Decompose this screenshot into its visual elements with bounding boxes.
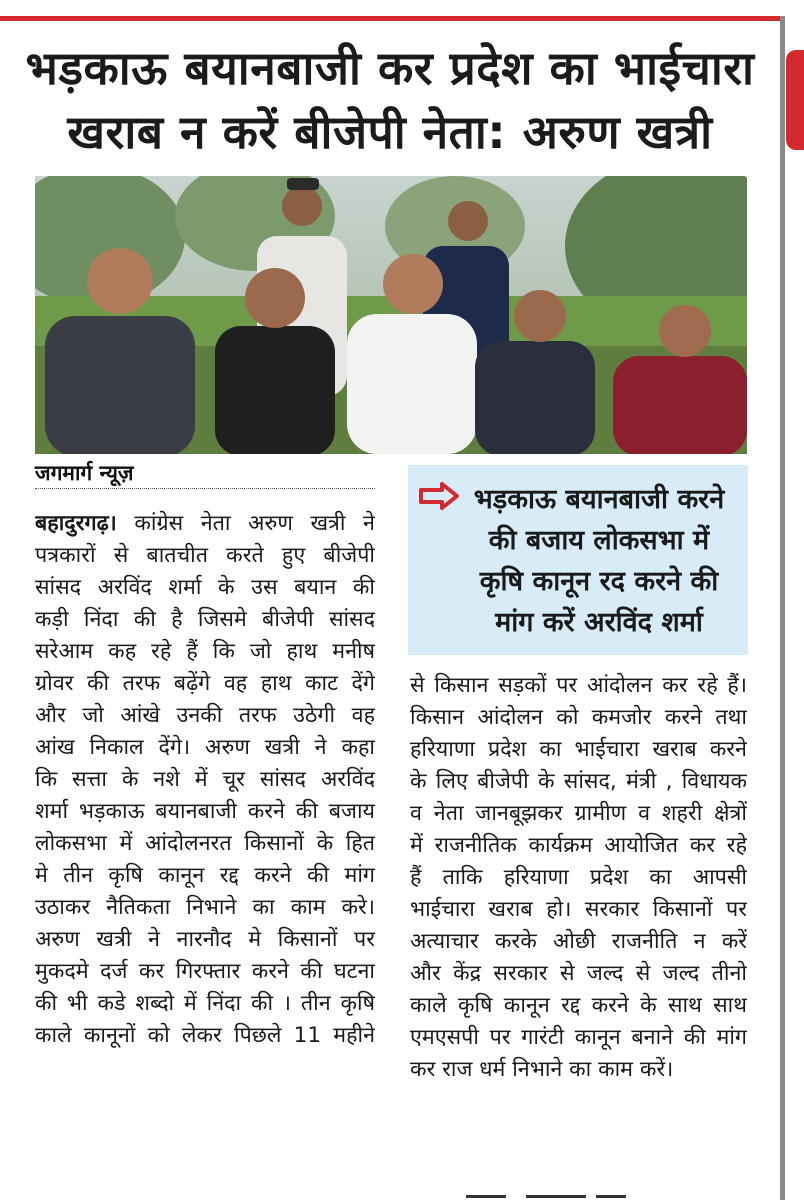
article-line: की भी कडे शब्दो में निंदा की । तीन कृषि [35, 991, 375, 1016]
article-line: सरेआम कह रहे हैं कि जो हाथ मनीष [35, 639, 375, 664]
pull-quote-line: की बजाय लोकसभा में [488, 525, 710, 556]
pull-quote-line: भड़काऊ बयानबाजी करने [473, 484, 725, 515]
article-line-text: कांग्रेस नेता अरुण खत्री ने [134, 511, 375, 536]
article-line: भाईचारा खराब हो। सरकार किसानों पर [410, 897, 747, 922]
pull-quote-line: मांग करें अरविंद शर्मा [495, 607, 703, 638]
article-line: कि सत्ता के नशे में चूर सांसद अरविंद [35, 767, 375, 792]
headline-line-2: खराब न करें बीजेपी नेता: अरुण खत्री [67, 105, 713, 159]
headline [20, 36, 760, 164]
article-line: व नेता जानबूझकर ग्रामीण व शहरी क्षेत्रों [410, 801, 747, 826]
article-line: किसान आंदोलन को कमजोर करने तथा [410, 705, 747, 730]
pull-quote-line: कृषि कानून रद करने की [479, 566, 719, 597]
article-line: हैं ताकि हरियाणा प्रदेश का आपसी [410, 865, 747, 890]
article-line: मे तीन कृषि कानून रद्द करने की मांग [35, 863, 375, 888]
article-line: सांसद अरविंद शर्मा के उस बयान की [35, 575, 375, 600]
article-line: उठाकर नैतिकता निभाने का काम करे। [35, 895, 375, 920]
cut-off-text-fragment [456, 1188, 636, 1200]
article-line: शर्मा भड़काऊ बयानबाजी करने की बजाय [35, 799, 375, 824]
top-red-rule [0, 16, 780, 21]
article-line [35, 508, 375, 540]
article-line: पत्रकारों से बातचीत करते हुए बीजेपी [35, 543, 375, 568]
arrow-right-icon [418, 481, 460, 511]
pull-quote-box [408, 465, 748, 655]
pull-quote-text [460, 479, 738, 643]
article-column-left [35, 508, 375, 1052]
article-line last: कर राज धर्म निभाने का काम करें। [410, 1057, 674, 1082]
article-line: अत्याचार करके ओछी राजनीति न करें [410, 929, 747, 954]
byline: जगमार्ग न्यूज़ [35, 458, 375, 489]
dateline: बहादुरगढ़। [35, 511, 117, 536]
red-page-tab [786, 50, 804, 150]
article-line: और केंद्र सरकार से जल्द से जल्द तीनो [410, 961, 747, 986]
article-column-right [410, 670, 747, 1086]
article-line: और जो आंखे उनकी तरफ उठेगी वह [35, 703, 375, 728]
article-line: के लिए बीजेपी के सांसद, मंत्री , विधायक [410, 769, 747, 794]
article-line: हरियाणा प्रदेश का भाईचारा खराब करने [410, 737, 747, 762]
article-line: अरुण खत्री ने नारनौद मे किसानों पर [35, 927, 375, 952]
article-line: में राजनीतिक कार्यक्रम आयोजित कर रहे [410, 833, 747, 858]
article-line: आंख निकाल देंगे। अरुण खत्री ने कहा [35, 735, 375, 760]
article-line: कड़ी निंदा की है जिसमे बीजेपी सांसद [35, 607, 375, 632]
article-line: काले कृषि कानून रद्द करने के साथ साथ [410, 993, 747, 1018]
article-line: मुकदमे दर्ज कर गिरफ्तार करने की घटना [35, 959, 375, 984]
right-page-border [780, 16, 785, 1200]
headline-line-1: भड़काऊ बयानबाजी कर प्रदेश का भाईचारा [25, 41, 755, 95]
article-line: ग्रोवर की तरफ बढ़ेंगे वह हाथ काट देंगे [35, 671, 375, 696]
article-line: काले कानूनों को लेकर पिछले 11 महीने [35, 1023, 375, 1048]
article-line: एमएसपी पर गारंटी कानून बनाने की मांग [410, 1025, 747, 1050]
article-line: लोकसभा में आंदोलनरत किसानों के हित [35, 831, 375, 856]
news-photo [35, 176, 747, 454]
article-line: से किसान सड़कों पर आंदोलन कर रहे हैं। [410, 673, 747, 698]
